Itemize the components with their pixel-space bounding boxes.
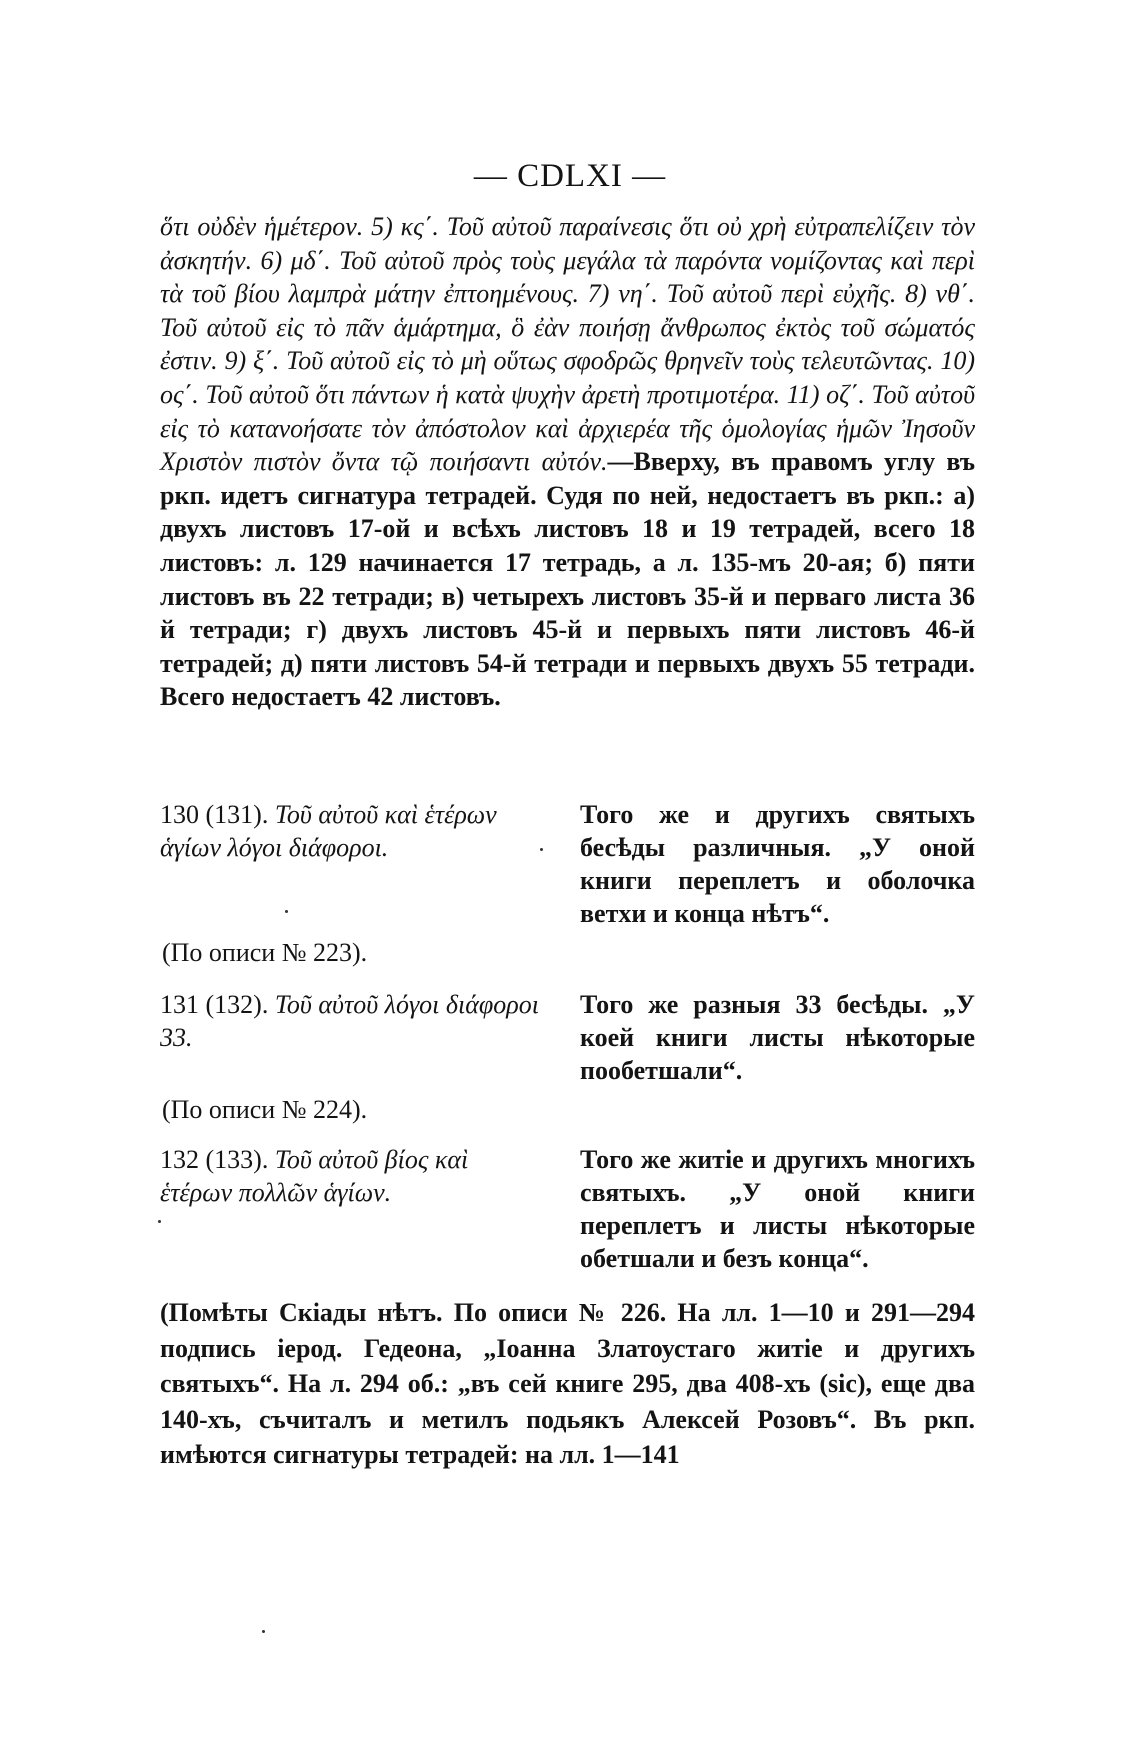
print-speck	[285, 910, 288, 913]
entry-130-greek-title: Τοῦ αὐτοῦ καὶ ἑτέρων ἁγίων λόγοι διάφοροι.	[160, 800, 497, 862]
print-speck	[262, 1630, 265, 1633]
entry-132-greek-title: Τοῦ αὐτοῦ βίος καὶ ἑτέρων πολλῶν ἁγίων.	[160, 1145, 469, 1207]
closing-paragraph: (Помѣты Скіады нѣтъ. По описи № 226. На лл. 1—10 и 291—294 подпись іерод. Гедеона, „Іоанна Златоустаго житіе и другихъ святыхъ“. На л. 294 об.: „въ сей книге 295, два 408-хъ (sic), еще два 140-хъ, съчиталъ и метилъ подьякъ Алексей Розовъ“. Въ ркп. имѣются сигнатуры тетрадей: на лл. 1—141	[160, 1298, 975, 1469]
entry-132-left	[160, 1143, 545, 1209]
entry-131-russian-title: Того же разныя 33 бесѣды. „У коей книги листы нѣкоторые пообетшали“.	[580, 990, 975, 1085]
entry-131-greek-title: Τοῦ αὐτοῦ λόγοι διάφοροι 33.	[160, 990, 539, 1052]
entry-132-russian-title: Того же житіе и другихъ многихъ святыхъ. „У оной книги переплетъ и листы нѣкоторые обетшали и безъ конца“.	[580, 1145, 975, 1273]
entry-131-opis: (По описи № 224).	[162, 1095, 368, 1124]
entry-130-number: 130 (131).	[160, 800, 269, 829]
entry-130-opis: (По описи № 223).	[162, 938, 368, 967]
signature-note: —Вверху, въ правомъ углу въ ркп. идетъ сигнатура тетрадей. Судя по ней, недостаетъ въ ркп.: а) двухъ листовъ 17-ой и всѣхъ листовъ 18 и 19 тетрадей, всего 18 листовъ: л. 129 начинается 17 тетрадь, а л. 135-мъ 20-ая; б) пяти листовъ въ 22 тетради; в) четырехъ листовъ 35-й и перваго листа 36 й тетради; г) двухъ листовъ 45-й и первыхъ пяти листовъ 46-й тетрадей; д) пяти листовъ 54-й тетради и первыхъ двухъ 55 тетради. Всего недостаетъ 42 листовъ.	[160, 447, 975, 712]
entry-131-left	[160, 988, 545, 1054]
entry-131-number: 131 (132).	[160, 990, 269, 1019]
entry-130-left	[160, 798, 545, 864]
entry-130-russian-title: Того же и другихъ святыхъ бесѣды различныя. „У оной книги переплетъ и оболочка ветхи и конца нѣтъ“.	[580, 800, 975, 928]
page-number-header: — CDLXI —	[473, 158, 667, 194]
print-speck	[158, 1220, 161, 1223]
entry-132-number: 132 (133).	[160, 1145, 269, 1174]
print-speck	[540, 848, 543, 851]
greek-contents-list: ὅτι οὐδὲν ἡμέτερον. 5) κς΄. Τοῦ αὐτοῦ παραίνεσις ὅτι οὐ χρὴ εὐτραπελίζειν τὸν ἀσκητήν. 6) μδ΄. Τοῦ αὐτοῦ πρὸς τοὺς μεγάλα τὰ παρόντα νομίζοντας καὶ περὶ τὰ τοῦ βίου λαμπρὰ μάτην ἐπτοημένους. 7) νη΄. Τοῦ αὐτοῦ περὶ εὐχῆς. 8) νθ΄. Τοῦ αὐτοῦ εἰς τὸ πᾶν ἁμάρτημα, ὃ ἐὰν ποιήσῃ ἄνθρωπος ἐκτὸς τοῦ σώματός ἐστιν. 9) ξ΄. Τοῦ αὐτοῦ εἰς τὸ μὴ οὕτως σφοδρῶς θρηνεῖν τοὺς τελευτῶντας. 10) ος΄. Τοῦ αὐτοῦ ὅτι πάντων ἡ κατὰ ψυχὴν ἀρετὴ προτιμοτέρα. 11) οζ΄. Τοῦ αὐτοῦ εἰς τὸ κατανοήσατε τὸν ἀπόστολον καὶ ἀρχιερέα τῆς ὁμολογίας ἡμῶν Ἰησοῦν Χριστὸν πιστὸν ὄντα τῷ ποιήσαντι αὐτόν.	[160, 212, 975, 477]
intro-paragraph	[160, 210, 975, 714]
